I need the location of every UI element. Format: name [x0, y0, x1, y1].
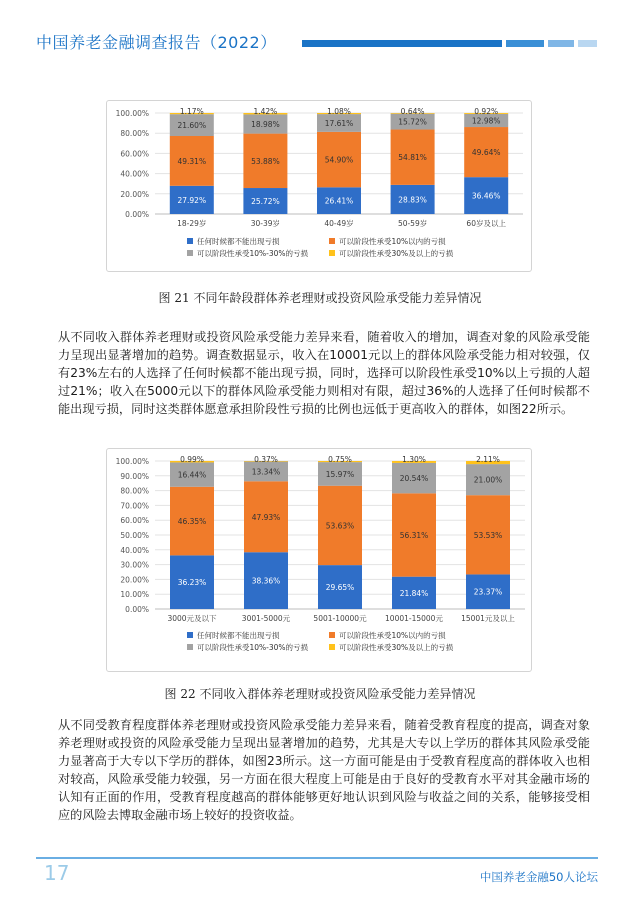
legend-swatch — [329, 238, 335, 244]
data-label: 53.63% — [325, 521, 355, 531]
x-tick-label: 60岁及以上 — [466, 219, 506, 228]
data-label: 54.90% — [324, 155, 354, 165]
data-label: 49.31% — [177, 156, 207, 166]
figure-21-chart — [106, 100, 532, 272]
y-tick-label: 10.00% — [120, 590, 149, 600]
data-label: 1.42% — [253, 107, 278, 116]
data-label: 38.36% — [251, 576, 281, 586]
x-tick-label: 15001元及以上 — [461, 614, 515, 623]
y-tick-label: 60.00% — [120, 149, 149, 159]
legend-swatch — [329, 632, 335, 638]
figure-22-chart — [106, 448, 532, 672]
data-label: 0.92% — [474, 107, 499, 116]
legend-label: 任何时候都不能出现亏损 — [197, 631, 280, 640]
header-bar-segment — [506, 40, 544, 47]
data-label: 36.23% — [177, 578, 207, 588]
data-label: 0.64% — [400, 107, 425, 116]
figure-22-caption: 图 22 不同收入群体养老理财或投资风险承受能力差异情况 — [164, 687, 476, 701]
y-tick-label: 60.00% — [120, 516, 149, 526]
data-label: 25.72% — [251, 197, 280, 207]
data-label: 1.17% — [179, 107, 204, 116]
header-bar-segment — [548, 40, 574, 47]
data-label: 16.44% — [177, 470, 207, 480]
y-tick-label: 100.00% — [115, 457, 149, 466]
data-label: 28.83% — [398, 195, 427, 205]
legend-swatch — [187, 632, 193, 638]
data-label: 23.37% — [473, 587, 503, 597]
legend-label: 可以阶段性承受30%及以上的亏损 — [339, 643, 454, 652]
data-label: 54.81% — [398, 153, 427, 163]
x-tick-label: 3001-5000元 — [241, 614, 291, 623]
header-decoration-bar — [302, 40, 597, 47]
figure-21-caption: 图 21 不同年龄段群体养老理财或投资风险承受能力差异情况 — [158, 291, 482, 305]
y-tick-label: 80.00% — [120, 129, 149, 139]
data-label: 12.98% — [471, 116, 501, 126]
y-tick-label: 20.00% — [120, 189, 149, 199]
x-tick-label: 5001-10000元 — [313, 614, 367, 623]
data-label: 49.64% — [471, 148, 501, 158]
data-label: 53.88% — [251, 156, 280, 166]
data-label: 15.97% — [325, 469, 355, 479]
y-tick-label: 70.00% — [120, 501, 149, 511]
y-tick-label: 0.00% — [125, 210, 149, 219]
y-tick-label: 40.00% — [120, 169, 149, 179]
footer-line — [36, 857, 598, 859]
page-number: 17 — [44, 861, 70, 885]
data-label: 17.61% — [324, 118, 354, 128]
data-label: 0.75% — [328, 455, 352, 464]
x-tick-label: 30-39岁 — [250, 219, 281, 228]
data-label: 13.34% — [251, 467, 281, 477]
data-label: 20.54% — [399, 474, 429, 484]
figure-21-svg — [107, 101, 531, 271]
y-tick-label: 90.00% — [120, 471, 149, 481]
legend-label: 可以阶段性承受10%-30%的亏损 — [197, 249, 309, 258]
figure-22-svg — [107, 449, 531, 671]
header-bar-segment — [578, 40, 597, 47]
data-label: 21.60% — [177, 121, 207, 131]
x-tick-label: 50-59岁 — [397, 219, 428, 228]
data-label: 47.93% — [251, 512, 281, 522]
data-label: 26.41% — [324, 196, 354, 206]
data-label: 15.72% — [398, 117, 427, 127]
data-label: 46.35% — [177, 517, 207, 527]
header-bar-segment — [302, 40, 502, 47]
x-tick-label: 18-29岁 — [177, 219, 207, 228]
legend-swatch — [187, 238, 193, 244]
data-label: 36.46% — [471, 191, 501, 201]
x-tick-label: 40-49岁 — [324, 219, 354, 228]
y-tick-label: 20.00% — [120, 575, 149, 585]
data-label: 53.53% — [473, 530, 503, 540]
y-tick-label: 0.00% — [125, 605, 149, 614]
data-label: 1.08% — [327, 107, 351, 116]
data-label: 21.00% — [473, 475, 503, 485]
y-tick-label: 100.00% — [115, 109, 149, 118]
legend-swatch — [187, 250, 193, 256]
legend-swatch — [187, 644, 193, 650]
report-title: 中国养老金融调查报告（2022） — [36, 33, 277, 52]
paragraph-education: 从不同受教育程度群体养老理财或投资风险承受能力差异来看，随着受教育程度的提高，调查对象养老理财或投资的风险承受能力呈现出显著增加的趋势，尤其是大专以上学历的群体其风险承受能力显著高于大专以下学历的群体，如图23所示。这一方面可能是由于受教育程度高的群体收入也相对较高，风险承受能力较强，另一方面在很大程度上可能是由于良好的受教育水平对其金融市场的认知有正面的作用，受教育程度越高的群体能够更好地认识到风险与收益之间的关系，能够接受相应的风险去博取金融市场上较好的投资收益。 — [58, 718, 590, 822]
data-label: 56.31% — [399, 531, 429, 541]
footer-organization: 中国养老金融50人论坛 — [479, 870, 598, 884]
legend-label: 可以阶段性承受10%以内的亏损 — [339, 631, 446, 640]
legend-swatch — [329, 644, 335, 650]
x-tick-label: 3000元及以下 — [167, 614, 217, 623]
legend-label: 可以阶段性承受30%及以上的亏损 — [339, 249, 454, 258]
y-tick-label: 80.00% — [120, 486, 149, 496]
y-tick-label: 30.00% — [120, 560, 149, 570]
y-tick-label: 50.00% — [120, 531, 149, 540]
legend-label: 可以阶段性承受10%-30%的亏损 — [197, 643, 309, 652]
legend-label: 可以阶段性承受10%以内的亏损 — [339, 237, 446, 246]
data-label: 29.65% — [325, 583, 355, 593]
data-label: 18.98% — [251, 120, 280, 130]
x-tick-label: 10001-15000元 — [385, 614, 443, 623]
legend-swatch — [329, 250, 335, 256]
data-label: 1.30% — [402, 455, 426, 465]
y-tick-label: 40.00% — [120, 545, 149, 555]
paragraph-income: 从不同收入群体养老理财或投资风险承受能力差异来看，随着收入的增加，调查对象的风险承受能力呈现出显著增加的趋势。调查数据显示，收入在10001元以上的群体风险承受能力相对较强，仅有23%左右的人选择了任何时候都不能出现亏损，同时，选择可以阶段性承受10%以上亏损的人超过21%；收入在5000元以下的群体风险承受能力则相对有限，超过36%的人选择了任何时候都不能出现亏损，同时这类群体愿意承担阶段性亏损的比例也远低于更高收入的群体，如图22所示。 — [58, 330, 590, 416]
data-label: 27.92% — [177, 195, 207, 205]
data-label: 0.37% — [254, 455, 278, 464]
legend-label: 任何时候都不能出现亏损 — [197, 237, 280, 246]
data-label: 2.11% — [476, 454, 500, 464]
data-label: 21.84% — [399, 588, 429, 598]
data-label: 0.99% — [180, 454, 204, 464]
